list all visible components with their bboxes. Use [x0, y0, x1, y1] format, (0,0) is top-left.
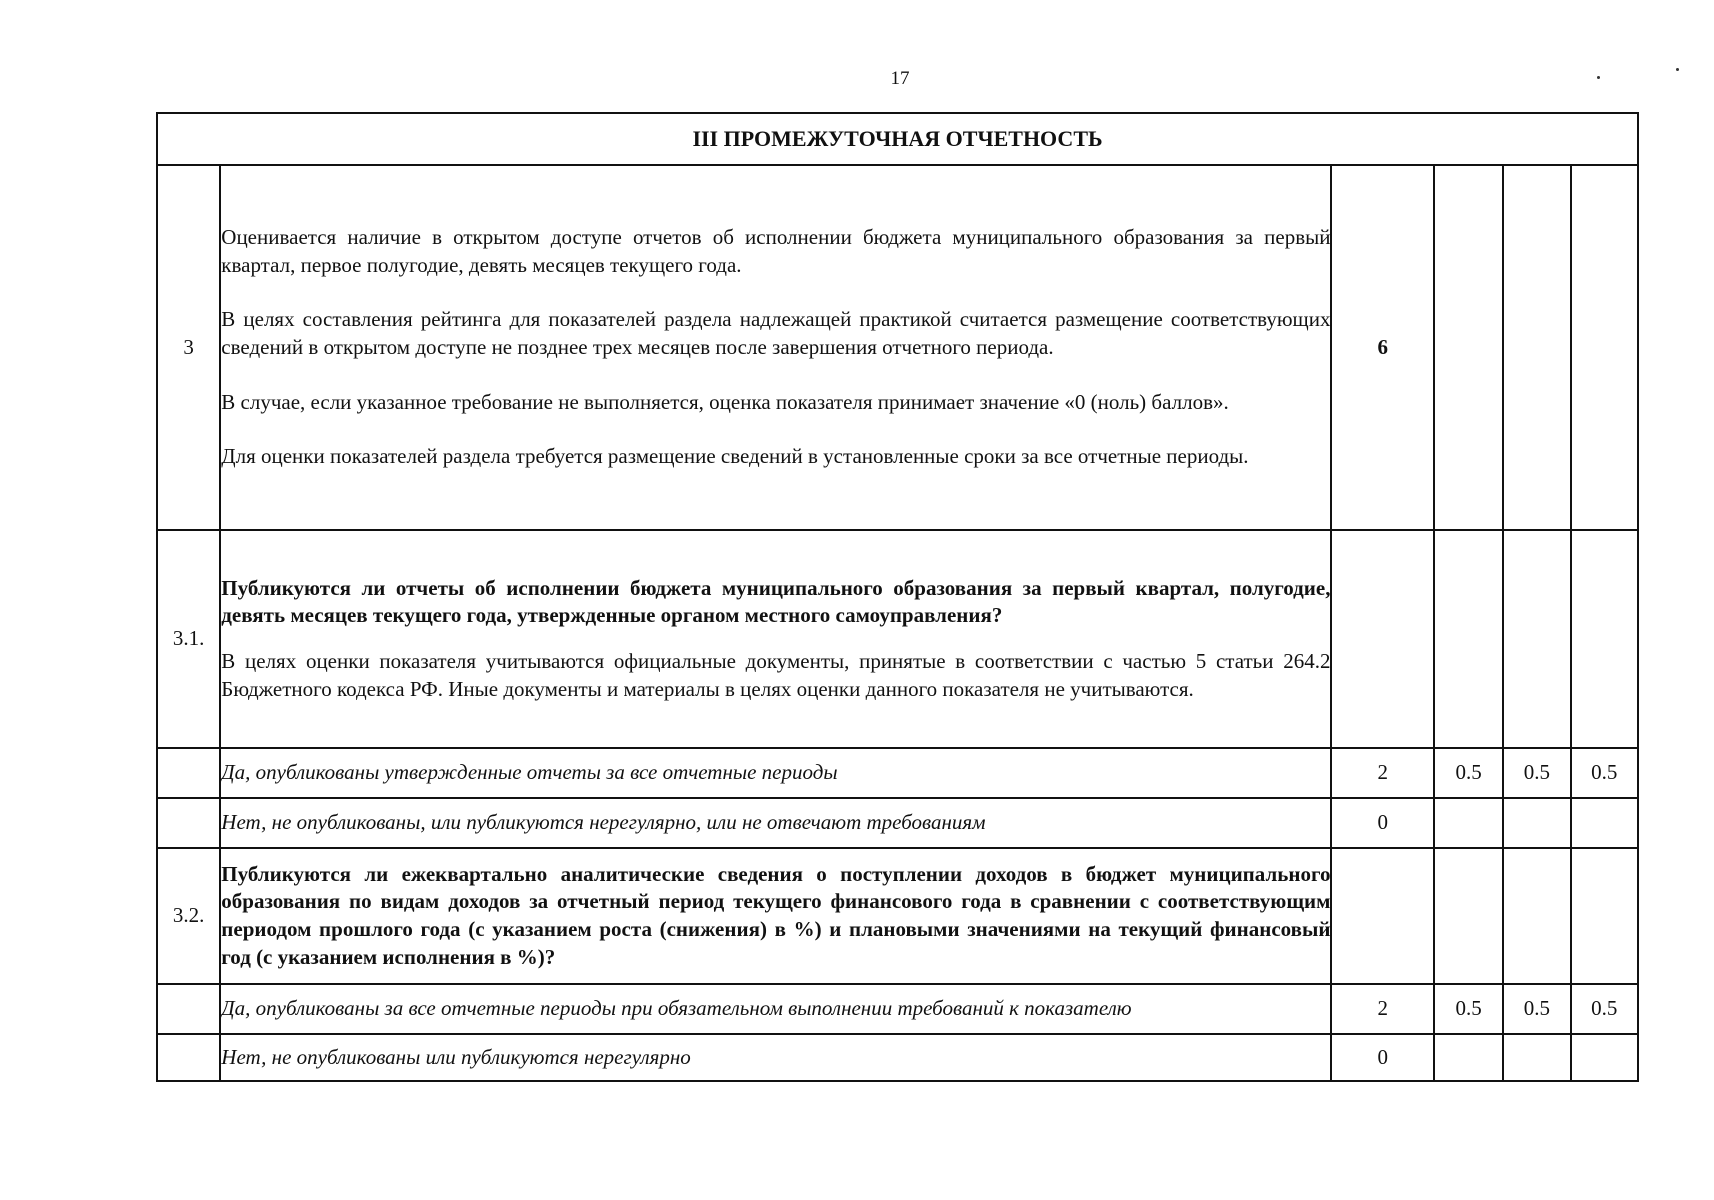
answer-score: 0	[1331, 1034, 1433, 1081]
empty-cell	[1503, 848, 1570, 984]
empty-cell	[1571, 848, 1638, 984]
section-header-row	[157, 113, 1638, 165]
answer-col-1	[1434, 1034, 1503, 1081]
section-number: 3	[157, 165, 220, 530]
answer-col-1: 0.5	[1434, 984, 1503, 1034]
answer-row	[157, 1034, 1638, 1081]
item-3-1-description	[220, 530, 1331, 748]
page-number: 17	[890, 68, 910, 89]
answer-col-2: 0.5	[1503, 748, 1570, 798]
answer-col-3	[1571, 798, 1638, 848]
answer-row	[157, 798, 1638, 848]
answer-score: 0	[1331, 798, 1433, 848]
section-description	[220, 165, 1331, 530]
section-paragraph: В целях составления рейтинга для показателей раздела надлежащей практикой считается размещение соответствующих сведений в открытом доступе не позднее трех месяцев после завершения отчетного периода.	[221, 307, 1331, 359]
answer-col-3: 0.5	[1571, 984, 1638, 1034]
answer-col-2	[1503, 1034, 1570, 1081]
scan-speck	[1597, 76, 1600, 79]
empty-cell	[157, 798, 220, 848]
empty-cell	[1571, 165, 1638, 530]
answer-text: Нет, не опубликованы или публикуются нерегулярно	[220, 1034, 1331, 1081]
answer-row	[157, 984, 1638, 1034]
answer-col-3: 0.5	[1571, 748, 1638, 798]
section-max-score: 6	[1331, 165, 1433, 530]
answer-row	[157, 748, 1638, 798]
item-3-1-number: 3.1.	[157, 530, 220, 748]
answer-score: 2	[1331, 984, 1433, 1034]
empty-cell	[1503, 530, 1570, 748]
answer-col-3	[1571, 1034, 1638, 1081]
scan-speck	[1676, 68, 1679, 71]
item-3-1-question: Публикуются ли отчеты об исполнении бюджета муниципального образования за первый квартал, полугодие, девять месяцев текущего года, утвержденные органом местного самоуправления?	[221, 575, 1331, 628]
answer-score: 2	[1331, 748, 1433, 798]
empty-cell	[1571, 530, 1638, 748]
item-3-2-question: Публикуются ли ежеквартально аналитические сведения о поступлении доходов в бюджет муниципального образования по видам доходов за отчетный период текущего финансового года в сравнении с соответствующим периодом прошлого года (с указанием роста (снижения) в %) и плановыми значениями на текущий финансовый год (с указанием исполнения в %)?	[220, 848, 1331, 984]
item-3-2-number: 3.2.	[157, 848, 220, 984]
section-row	[157, 165, 1638, 530]
empty-cell	[157, 1034, 220, 1081]
empty-cell	[1503, 165, 1570, 530]
answer-text: Нет, не опубликованы, или публикуются нерегулярно, или не отвечают требованиям	[220, 798, 1331, 848]
empty-cell	[1434, 165, 1503, 530]
empty-cell	[157, 748, 220, 798]
answer-col-1	[1434, 798, 1503, 848]
answer-text: Да, опубликованы утвержденные отчеты за все отчетные периоды	[220, 748, 1331, 798]
item-3-2-row	[157, 848, 1638, 984]
answer-col-2	[1503, 798, 1570, 848]
item-3-1-note: В целях оценки показателя учитываются официальные документы, принятые в соответствии с частью 5 статьи 264.2 Бюджетного кодекса РФ. Иные документы и материалы в целях оценки данного показателя не учитываются.	[221, 649, 1331, 701]
item-3-1-row	[157, 530, 1638, 748]
section-paragraph: Для оценки показателей раздела требуется размещение сведений в установленные сроки за все отчетные периоды.	[221, 444, 1249, 469]
answer-text: Да, опубликованы за все отчетные периоды при обязательном выполнении требований к показателю	[220, 984, 1331, 1034]
answer-col-1: 0.5	[1434, 748, 1503, 798]
empty-cell	[157, 984, 220, 1034]
empty-cell	[1331, 848, 1433, 984]
section-paragraph: В случае, если указанное требование не выполняется, оценка показателя принимает значение «0 (ноль) баллов».	[221, 389, 1229, 414]
empty-cell	[1434, 530, 1503, 748]
empty-cell	[1434, 848, 1503, 984]
indicator-table	[156, 112, 1639, 1082]
empty-cell	[1331, 530, 1433, 748]
answer-col-2: 0.5	[1503, 984, 1570, 1034]
section-paragraph: Оценивается наличие в открытом доступе отчетов об исполнении бюджета муниципального образования за первый квартал, первое полугодие, девять месяцев текущего года.	[221, 224, 1331, 277]
section-title: III ПРОМЕЖУТОЧНАЯ ОТЧЕТНОСТЬ	[157, 113, 1638, 165]
